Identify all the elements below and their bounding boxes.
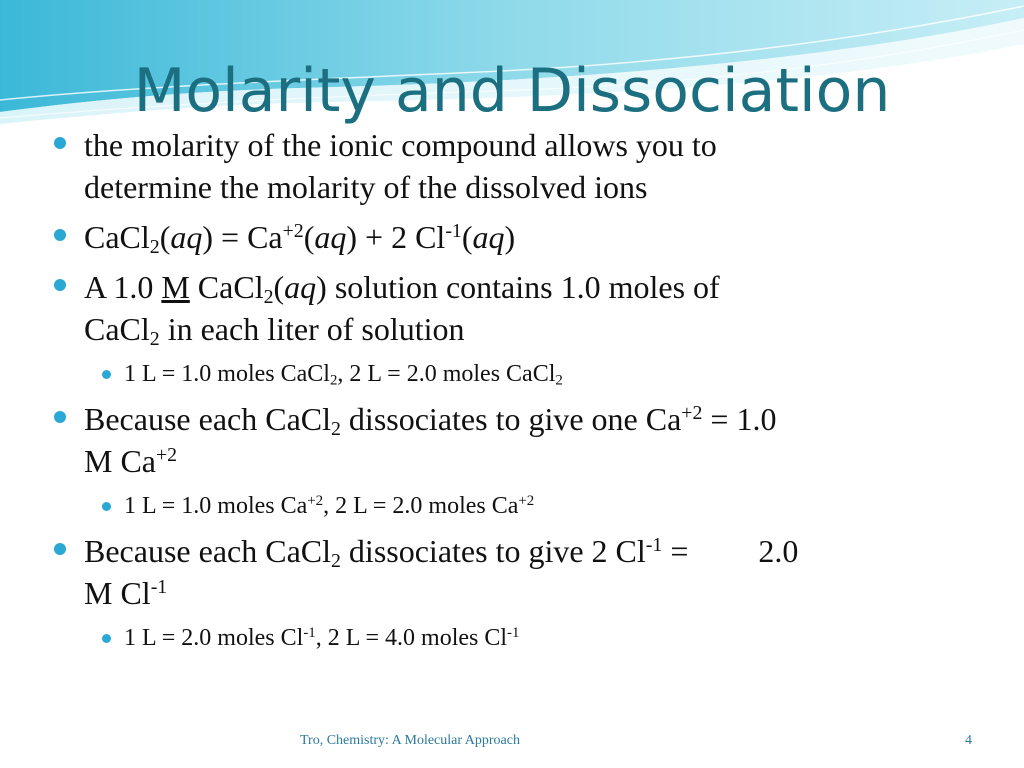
bullet-text: 1 L = 1.0 moles $Ca^{+2}$, 2 L = 2.0 moles $Ca^{+2}$: [124, 492, 535, 519]
bullet-dot-icon: [102, 502, 111, 511]
page-number: 4: [965, 733, 972, 748]
equation: CaCl$_2$(aq) = $Ca^{+2}(aq) + 2$ $Cl^{-1}(aq)$: [84, 219, 516, 258]
bullet-dot-icon: [54, 411, 66, 423]
bullet-dot-icon: [102, 370, 111, 379]
sub-bullet-item: [52, 490, 952, 522]
bullet-dot-icon: [102, 634, 111, 643]
bullet-item: [52, 398, 952, 482]
sub-bullet-item: [52, 358, 952, 390]
bullet-text: Because each CaCl$_2$ dissociates to give 2 $Cl^{-1} = 2.0$ M $Cl^{-1}$: [84, 533, 799, 611]
bullet-item: [52, 216, 952, 258]
bullet-item: [52, 530, 952, 614]
sub-bullet-item: [52, 622, 952, 654]
bullet-dot-icon: [54, 137, 66, 149]
bullet-text: Because each CaCl$_2$ dissociates to give one $Ca^{+2} = 1.0$ M $Ca^{+2}$: [84, 401, 777, 479]
footer-source: Tro, Chemistry: A Molecular Approach: [300, 733, 520, 748]
bullet-dot-icon: [54, 229, 66, 241]
bullet-list: [52, 124, 952, 662]
bullet-text: the molarity of the ionic compound allows you to: [84, 127, 717, 163]
slide-title: Molarity and Dissociation: [133, 56, 891, 126]
bullet-text: 1 L = 2.0 moles $Cl^{-1}$, 2 L = 4.0 moles $Cl^{-1}$: [124, 624, 520, 651]
bullet-item: [52, 124, 952, 208]
bullet-dot-icon: [54, 279, 66, 291]
bullet-text: A 1.0 M CaCl$_2$(aq) solution contains 1.0 moles of CaCl$_2$ in each liter of solution: [84, 269, 720, 350]
bullet-text: determine the molarity of the dissolved ions: [84, 169, 648, 205]
bullet-text: 1 L = 1.0 moles CaCl$_2$, 2 L = 2.0 moles CaCl$_2$: [124, 361, 563, 389]
bullet-dot-icon: [54, 543, 66, 555]
bullet-item: [52, 266, 952, 350]
